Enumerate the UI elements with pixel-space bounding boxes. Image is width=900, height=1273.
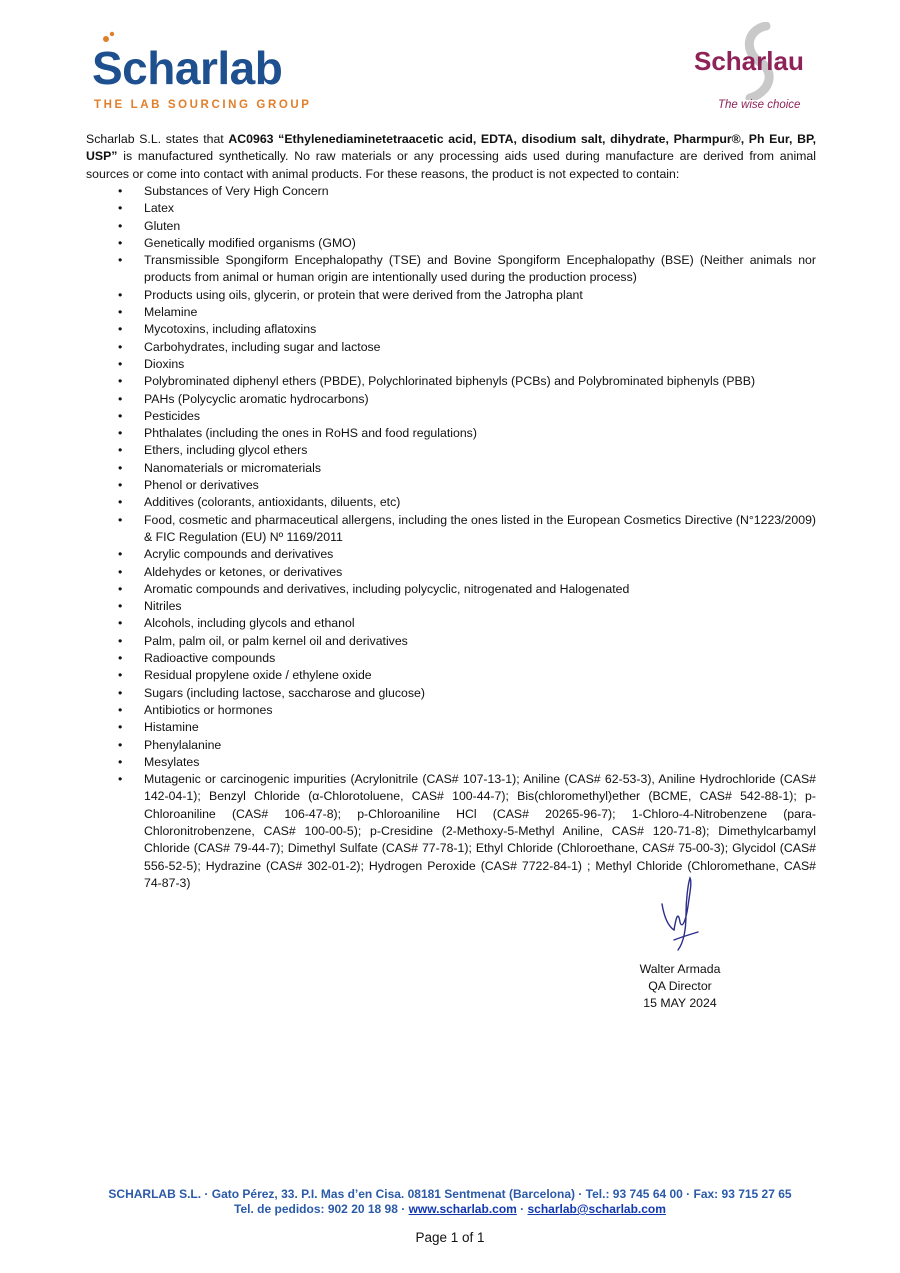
product-name: AC0963 “Ethylenediaminetetraacetic acid, EDTA, disodium salt, dihydrate, Pharmpur®, Ph Eur, BP, USP” [86, 132, 816, 164]
bullet-icon: • [118, 218, 123, 233]
scharlab-logo [92, 30, 322, 115]
list-item-text: Transmissible Spongiform Encephalopathy (TSE) and Bovine Spongiform Encephalopathy (BSE) (Neither animals nor products from animal or human origin are intentionally used during the production process) [144, 253, 816, 285]
list-item [86, 304, 816, 321]
list-item-text: Alcohols, including glycols and ethanol [144, 616, 355, 631]
list-item [86, 564, 816, 581]
list-item [86, 460, 816, 477]
list-item-text: Additives (colorants, antioxidants, diluents, etc) [144, 495, 401, 510]
bullet-icon: • [118, 651, 123, 666]
bullet-icon: • [118, 495, 123, 510]
footer-address-line: SCHARLAB S.L. · Gato Pérez, 33. P.I. Mas d’en Cisa. 08181 Sentmenat (Barcelona) · Tel.: 93 745 64 00 · Fax: 93 715 27 65 [108, 1187, 792, 1201]
bullet-icon: • [118, 633, 123, 648]
bullet-icon: • [118, 737, 123, 752]
list-item-text: Radioactive compounds [144, 651, 276, 666]
list-item-text: Melamine [144, 305, 198, 320]
list-item [86, 442, 816, 459]
list-item-text: Aromatic compounds and derivatives, including polycyclic, nitrogenated and Halogenated [144, 581, 630, 596]
scharlau-logo-name: Scharlau [694, 46, 804, 76]
list-item-text: Acrylic compounds and derivatives [144, 547, 334, 562]
list-item-text: Aldehydes or ketones, or derivatives [144, 564, 343, 579]
list-item-text: Phthalates (including the ones in RoHS and food regulations) [144, 426, 477, 441]
bullet-icon: • [118, 616, 123, 631]
bullet-icon: • [118, 478, 123, 493]
list-item-text: Phenol or derivatives [144, 478, 259, 493]
bullet-icon: • [118, 685, 123, 700]
bullet-icon: • [118, 426, 123, 441]
bullet-icon: • [118, 460, 123, 475]
website-link[interactable]: www.scharlab.com [408, 1202, 517, 1216]
list-item [86, 408, 816, 425]
list-item-text: Residual propylene oxide / ethylene oxide [144, 668, 372, 683]
list-item-text: Palm, palm oil, or palm kernel oil and derivatives [144, 633, 408, 648]
list-item [86, 339, 816, 356]
list-item [86, 719, 816, 736]
bullet-icon: • [118, 720, 123, 735]
list-item-text: Mutagenic or carcinogenic impurities (Acrylonitrile (CAS# 107-13-1); Aniline (CAS# 62-53-3), Aniline Hydrochloride (CAS# 142-04-1); Benzyl Chloride (α-Chlorotoluene, CAS# 100-44-7); Bis(chloromethyl)ether (BCME, CAS# 542-88-1); p-Chloroaniline (CAS# 106-47-8); p-Chloroaniline HCl (CAS# 20265-96-7); 1-Chloro-4-Nitrobenzene (para-Chloronitrobenzene, CAS# 100-00-5); p-Cresidine (2-Methoxy-5-Methyl Aniline, CAS# 120-71-8); Dimethylcarbamyl Chloride (CAS# 79-44-7); Dimethyl Sulfate (CAS# 77-78-1); Ethyl Chloride (Chloroethane, CAS# 75-00-3); Glycidol (CAS# 556-52-5); Hydrazine (CAS# 302-01-2); Hydrogen Peroxide (CAS# 7722-84-1) ; Methyl Chloride (Chloromethane, CAS# 74-87-3) [144, 772, 816, 890]
list-item-text: Food, cosmetic and pharmaceutical allergens, including the ones listed in the European Cosmetics Directive (N°1223/2009) & FIC Regulation (EU) Nº 1169/2011 [144, 512, 816, 544]
scharlab-logo-tagline: THE LAB SOURCING GROUP [94, 99, 312, 111]
list-item [86, 321, 816, 338]
list-item [86, 685, 816, 702]
bullet-icon: • [118, 305, 123, 320]
handwritten-signature [648, 870, 718, 955]
list-item [86, 737, 816, 754]
list-item-text: Substances of Very High Concern [144, 184, 329, 198]
list-item [86, 183, 816, 200]
list-item-text: Products using oils, glycerin, or protein that were derived from the Jatropha plant [144, 287, 583, 302]
bullet-icon: • [118, 253, 123, 268]
list-item-text: Genetically modified organisms (GMO) [144, 235, 356, 250]
list-item-text: Latex [144, 201, 175, 216]
list-item-text: Antibiotics or hormones [144, 702, 273, 717]
page-number: Page 1 of 1 [415, 1230, 485, 1245]
scharlau-logo [690, 22, 830, 117]
list-item-text: Ethers, including glycol ethers [144, 443, 308, 458]
list-item [86, 287, 816, 304]
footer-contact-line [0, 1202, 900, 1217]
bullet-icon: • [118, 754, 123, 769]
bullet-icon: • [118, 339, 123, 354]
list-item [86, 494, 816, 511]
footer-separator: · [516, 1202, 528, 1216]
list-item [86, 425, 816, 442]
bullet-icon: • [118, 201, 123, 216]
bullet-icon: • [118, 772, 123, 787]
bullet-icon: • [118, 356, 123, 371]
list-item [86, 477, 816, 494]
list-item-text: Nitriles [144, 599, 182, 614]
signatory-role: QA Director [648, 979, 712, 993]
scharlau-logo-slogan: The wise choice [718, 99, 801, 111]
list-item [86, 200, 816, 217]
bullet-icon: • [118, 512, 123, 527]
company-footer [0, 1187, 900, 1217]
list-item [86, 373, 816, 390]
bullet-icon: • [118, 443, 123, 458]
list-item [86, 702, 816, 719]
bullet-icon: • [118, 547, 123, 562]
signatory-block [620, 961, 740, 1012]
bullet-icon: • [118, 599, 123, 614]
statement-prefix: Scharlab S.L. states that [86, 132, 229, 146]
bullet-icon: • [118, 581, 123, 596]
list-item-text: Polybrominated diphenyl ethers (PBDE), Polychlorinated biphenyls (PCBs) and Polybrominated biphenyls (PBB) [144, 374, 756, 389]
list-item [86, 667, 816, 684]
list-item [86, 581, 816, 598]
footer-orders-phone: Tel. de pedidos: 902 20 18 98 · [234, 1202, 409, 1216]
scharlab-logo-name: Scharlab [92, 42, 283, 94]
list-item [86, 754, 816, 771]
list-item-text: Histamine [144, 720, 199, 735]
list-item [86, 218, 816, 235]
list-item [86, 356, 816, 373]
bullet-icon: • [118, 287, 123, 302]
list-item-text: Pesticides [144, 408, 201, 423]
bullet-icon: • [118, 235, 123, 250]
list-item [86, 615, 816, 632]
list-item [86, 598, 816, 615]
signatory-name: Walter Armada [639, 962, 721, 976]
bullet-icon: • [118, 702, 123, 717]
list-item-text: Nanomaterials or micromaterials [144, 460, 321, 475]
list-item-text: Carbohydrates, including sugar and lactose [144, 339, 381, 354]
list-item-text: Mycotoxins, including aflatoxins [144, 322, 317, 337]
list-item [86, 546, 816, 563]
email-link[interactable]: scharlab@scharlab.com [527, 1202, 666, 1216]
list-item [86, 650, 816, 667]
list-item-text: Phenylalanine [144, 737, 222, 752]
list-item [86, 235, 816, 252]
list-item-text: Dioxins [144, 356, 185, 371]
list-item-text: PAHs (Polycyclic aromatic hydrocarbons) [144, 391, 369, 406]
bullet-icon: • [118, 564, 123, 579]
statement-suffix: is manufactured synthetically. No raw materials or any processing aids used during manufacture are derived from animal sources or come into contact with animal products. For these reasons, the product is not expected to contain: [86, 149, 816, 181]
bullet-icon: • [118, 374, 123, 389]
list-item [86, 252, 816, 287]
list-item [86, 512, 816, 547]
statement-paragraph [86, 131, 816, 183]
bullet-icon: • [118, 322, 123, 337]
list-item-text: Gluten [144, 218, 181, 233]
bullet-icon: • [118, 391, 123, 406]
signature-date: 15 MAY 2024 [643, 996, 717, 1010]
bullet-icon: • [118, 408, 123, 423]
excluded-substances-list [86, 183, 816, 892]
bullet-icon: • [118, 184, 123, 198]
list-item-text: Sugars (including lactose, saccharose and glucose) [144, 685, 425, 700]
list-item [86, 633, 816, 650]
list-item-text: Mesylates [144, 754, 200, 769]
bullet-icon: • [118, 668, 123, 683]
list-item [86, 391, 816, 408]
